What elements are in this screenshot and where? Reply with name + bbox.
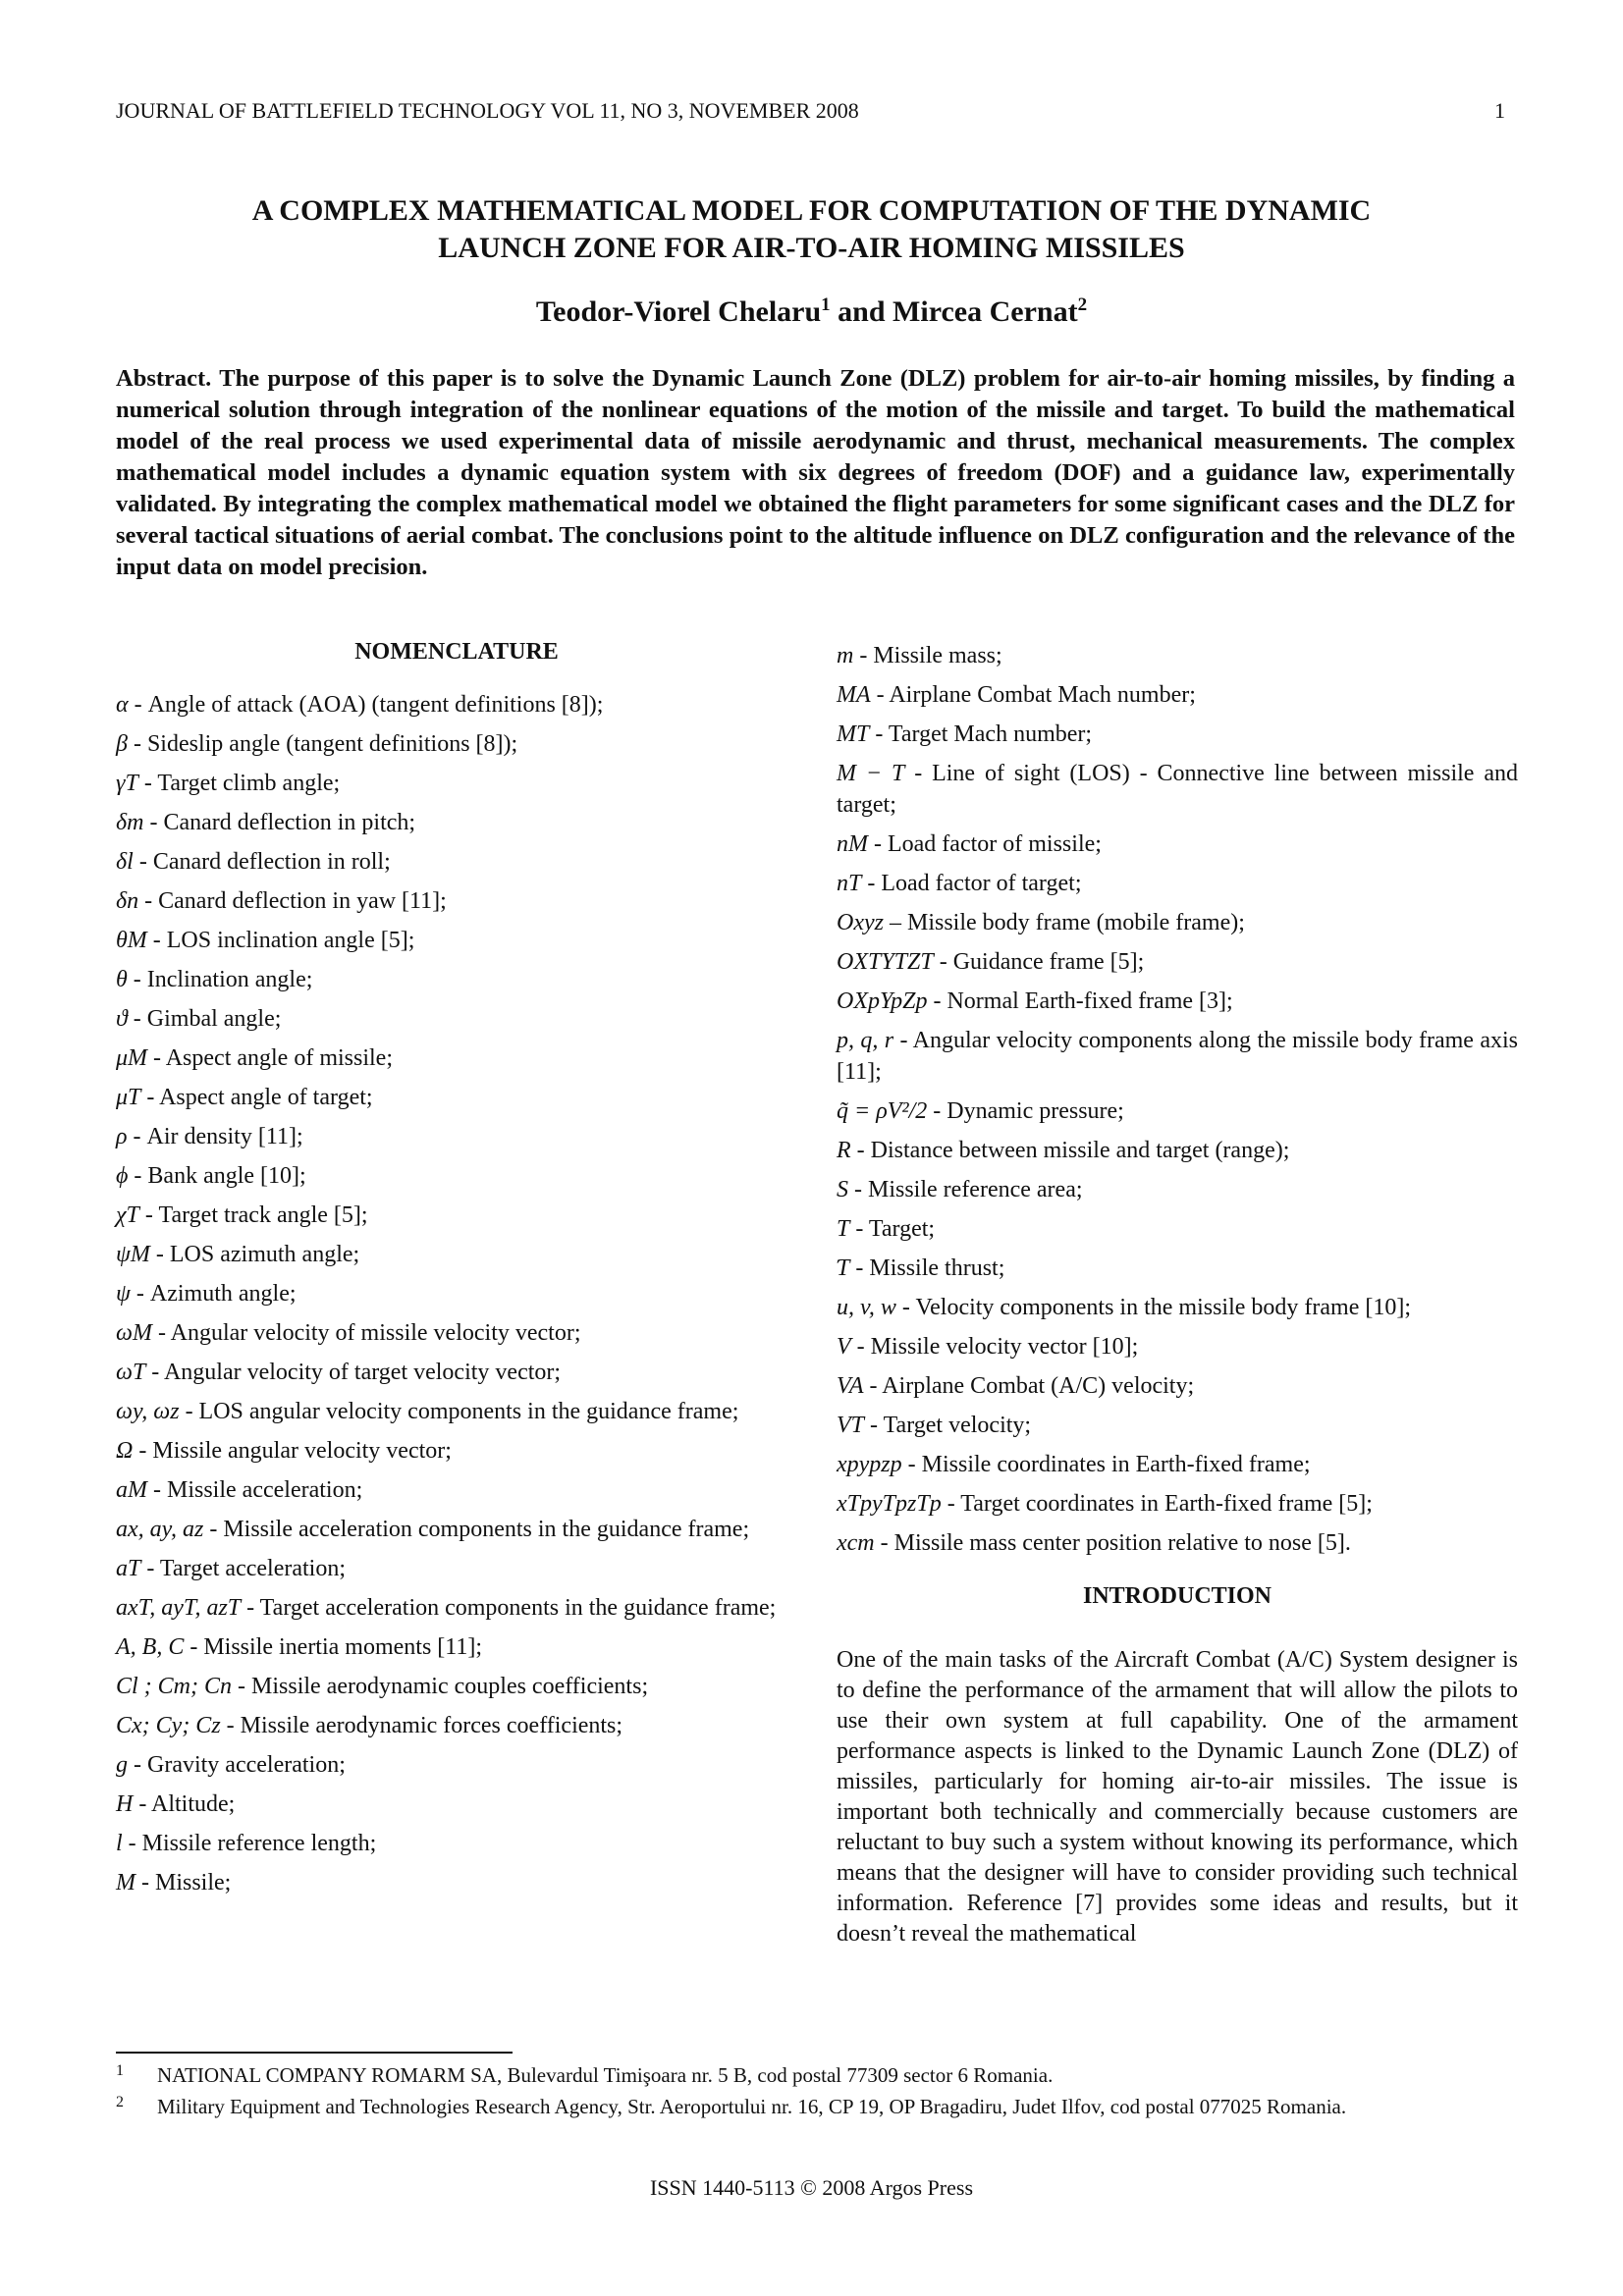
nomenclature-definition: - Gravity acceleration; xyxy=(128,1752,346,1778)
running-header xyxy=(116,98,1505,124)
nomenclature-item xyxy=(837,1449,1518,1480)
footnote-text: Military Equipment and Technologies Research Agency, Str. Aeroportului nr. 16, CP 19, OP Bragadiru, Judet Ilfov, cod postal 077025 Romania. xyxy=(157,2095,1347,2118)
nomenclature-heading: NOMENCLATURE xyxy=(354,639,559,665)
nomenclature-item xyxy=(837,868,1518,899)
nomenclature-symbol: R xyxy=(837,1138,851,1163)
nomenclature-definition: - LOS inclination angle [5]; xyxy=(146,928,415,953)
nomenclature-item xyxy=(837,640,1518,671)
nomenclature-definition: - Velocity components in the missile body frame [10]; xyxy=(895,1295,1412,1320)
nomenclature-definition: - Missile acceleration; xyxy=(147,1477,363,1503)
journal-name: JOURNAL OF BATTLEFIELD TECHNOLOGY VOL 11, NO 3, NOVEMBER 2008 xyxy=(116,98,859,123)
nomenclature-symbol: ψM xyxy=(116,1242,150,1267)
nomenclature-symbol: axT, ayT, azT xyxy=(116,1595,242,1621)
nomenclature-symbol: MT xyxy=(837,721,870,747)
nomenclature-definition: - Aspect angle of target; xyxy=(140,1085,373,1110)
right-column xyxy=(837,640,1518,1949)
left-column xyxy=(116,636,797,1906)
footnotes xyxy=(116,2061,1495,2124)
nomenclature-symbol: Oxyz xyxy=(837,910,884,935)
nomenclature-symbol: V xyxy=(837,1334,851,1360)
nomenclature-definition: - Target velocity; xyxy=(864,1413,1032,1438)
nomenclature-item xyxy=(837,907,1518,938)
nomenclature-symbol: ψ xyxy=(116,1281,131,1307)
nomenclature-symbol: γT xyxy=(116,771,138,796)
nomenclature-symbol: nM xyxy=(837,831,868,857)
nomenclature-symbol: δn xyxy=(116,888,139,914)
nomenclature-symbol: H xyxy=(116,1791,134,1817)
nomenclature-definition: - Angular velocity of target velocity vector; xyxy=(145,1360,562,1385)
nomenclature-item xyxy=(116,1396,797,1427)
abstract: Abstract. The purpose of this paper is to solve the Dynamic Launch Zone (DLZ) problem for air-to-air homing missiles, by finding a numerical solution through integration of the nonlinear equations of the motion of the missile and target. To build the mathematical model of the real process we used experimental data of missile aerodynamic and thrust, mechanical measurements. The complex mathematical model includes a dynamic equation system with six degrees of freedom (DOF) and a guidance law, experimentally validated. By integrating the complex mathematical model we obtained the flight parameters for some significant cases and the DLZ for several tactical situations of aerial combat. The conclusions point to the altitude influence on DLZ configuration and the relevance of the input data on model precision. xyxy=(116,365,1515,580)
paper-title xyxy=(137,192,1486,267)
nomenclature-definition: - Canard deflection in pitch; xyxy=(143,810,416,835)
nomenclature-symbol: S xyxy=(837,1177,848,1202)
nomenclature-definition: - Missile reference length; xyxy=(122,1831,377,1856)
nomenclature-definition: - Air density [11]; xyxy=(127,1124,303,1149)
nomenclature-definition: - Target climb angle; xyxy=(137,771,341,796)
nomenclature-definition: - Missile mass center position relative to nose [5]. xyxy=(874,1530,1351,1556)
nomenclature-definition: - Sideslip angle (tangent definitions [8]); xyxy=(127,731,518,757)
nomenclature-item xyxy=(116,1357,797,1388)
nomenclature-symbol: MA xyxy=(837,682,871,708)
nomenclature-item xyxy=(116,1082,797,1113)
nomenclature-item xyxy=(116,1592,797,1624)
nomenclature-symbol: μM xyxy=(116,1045,148,1071)
nomenclature-definition: - Airplane Combat (A/C) velocity; xyxy=(863,1373,1195,1399)
nomenclature-definition: - Load factor of target; xyxy=(861,871,1082,896)
nomenclature-item xyxy=(116,1160,797,1192)
nomenclature-item xyxy=(116,768,797,799)
nomenclature-item xyxy=(116,1671,797,1702)
nomenclature-definition: - Inclination angle; xyxy=(127,967,313,992)
nomenclature-item xyxy=(837,1410,1518,1441)
nomenclature-item xyxy=(837,758,1518,821)
nomenclature-item xyxy=(837,1095,1518,1127)
nomenclature-item xyxy=(116,1631,797,1663)
nomenclature-definition: - LOS angular velocity components in the guidance frame; xyxy=(179,1399,739,1424)
nomenclature-symbol: Ω xyxy=(116,1438,134,1464)
nomenclature-item xyxy=(116,807,797,838)
nomenclature-definition: - Missile angular velocity vector; xyxy=(133,1438,452,1464)
nomenclature-symbol: aT xyxy=(116,1556,141,1581)
title-line-1: A COMPLEX MATHEMATICAL MODEL FOR COMPUTATION OF THE DYNAMIC xyxy=(251,194,1372,227)
nomenclature-item xyxy=(116,1042,797,1074)
page-number: 1 xyxy=(1494,98,1505,123)
nomenclature-item xyxy=(116,1514,797,1545)
nomenclature-item xyxy=(837,1527,1518,1559)
nomenclature-symbol: Cl ; Cm; Cn xyxy=(116,1674,233,1699)
footnote xyxy=(116,2061,1495,2089)
nomenclature-item xyxy=(116,1121,797,1152)
nomenclature-item xyxy=(116,964,797,995)
nomenclature-item xyxy=(116,846,797,878)
nomenclature-item xyxy=(116,1317,797,1349)
nomenclature-item xyxy=(116,1200,797,1231)
nomenclature-item xyxy=(116,1828,797,1859)
nomenclature-symbol: ϕ xyxy=(116,1163,129,1189)
nomenclature-definition: - Missile acceleration components in the guidance frame; xyxy=(203,1517,750,1542)
nomenclature-symbol: m xyxy=(837,643,854,668)
nomenclature-item xyxy=(837,1292,1518,1323)
nomenclature-symbol: χT xyxy=(116,1202,139,1228)
nomenclature-symbol: OXTYTZT xyxy=(837,949,934,975)
nomenclature-definition: - Missile aerodynamic forces coefficients; xyxy=(220,1713,623,1738)
nomenclature-definition: - Airplane Combat Mach number; xyxy=(870,682,1196,708)
nomenclature-definition: - Missile coordinates in Earth-fixed frame; xyxy=(901,1452,1311,1477)
nomenclature-symbol: β xyxy=(116,731,128,757)
introduction-text: One of the main tasks of the Aircraft Combat (A/C) System designer is to define the performance of the armament that will allow the pilots to use their own system at full capability. One of the armament performance aspects is linked to the Dynamic Launch Zone (DLZ) of missiles, particularly for homing air-to-air missiles. The issue is important both technically and commercially because customers are reluctant to buy such a system without knowing its performance, which means that the designer will have to consider providing such technical information. Reference [7] provides some ideas and results, but it doesn’t reveal the mathematical xyxy=(837,1647,1518,1947)
nomenclature-definition: - Missile reference area; xyxy=(848,1177,1083,1202)
nomenclature-item xyxy=(116,1435,797,1467)
nomenclature-item xyxy=(837,986,1518,1017)
nomenclature-definition: - Bank angle [10]; xyxy=(128,1163,306,1189)
nomenclature-symbol: p, q, r xyxy=(837,1028,894,1053)
nomenclature-definition: - Load factor of missile; xyxy=(868,831,1102,857)
nomenclature-definition: – Missile body frame (mobile frame); xyxy=(883,910,1245,935)
nomenclature-item xyxy=(837,719,1518,750)
nomenclature-definition: - Normal Earth-fixed frame [3]; xyxy=(927,988,1233,1014)
nomenclature-symbol: Ƭ xyxy=(837,1255,850,1281)
nomenclature-definition: - Angular velocity of missile velocity vector; xyxy=(151,1320,581,1346)
nomenclature-definition: - Missile; xyxy=(135,1870,232,1896)
nomenclature-definition: - Dynamic pressure; xyxy=(927,1098,1124,1124)
nomenclature-definition: - LOS azimuth angle; xyxy=(149,1242,360,1267)
nomenclature-symbol: A, B, C xyxy=(116,1634,185,1660)
nomenclature-symbol: δm xyxy=(116,810,144,835)
author-2: Mircea Cernat xyxy=(893,295,1078,328)
nomenclature-list-right xyxy=(837,640,1518,1559)
nomenclature-definition: - Target acceleration components in the guidance frame; xyxy=(241,1595,777,1621)
nomenclature-item xyxy=(837,1174,1518,1205)
nomenclature-symbol: α xyxy=(116,692,129,718)
nomenclature-symbol: ωM xyxy=(116,1320,152,1346)
nomenclature-item xyxy=(837,1025,1518,1088)
footnote-text: NATIONAL COMPANY ROMARM SA, Bulevardul Timişoara nr. 5 B, cod postal 77309 sector 6 Romania. xyxy=(157,2063,1054,2087)
nomenclature-definition: - Angular velocity components along the missile body frame axis [11]; xyxy=(837,1028,1518,1085)
nomenclature-item xyxy=(116,1749,797,1781)
nomenclature-item xyxy=(116,925,797,956)
nomenclature-definition: - Canard deflection in yaw [11]; xyxy=(138,888,447,914)
nomenclature-symbol: q̃ = ρV²/2 xyxy=(837,1098,928,1124)
nomenclature-item xyxy=(837,1488,1518,1520)
nomenclature-symbol: VA xyxy=(837,1373,864,1399)
nomenclature-definition: - Line of sight (LOS) - Connective line between missile and target; xyxy=(837,761,1518,818)
nomenclature-definition: - Target track angle [5]; xyxy=(138,1202,368,1228)
nomenclature-definition: - Target; xyxy=(849,1216,936,1242)
nomenclature-item xyxy=(837,946,1518,978)
nomenclature-item xyxy=(116,1710,797,1741)
nomenclature-symbol: l xyxy=(116,1831,123,1856)
nomenclature-definition: - Gimbal angle; xyxy=(127,1006,282,1032)
nomenclature-definition: - Altitude; xyxy=(133,1791,236,1817)
author-2-footnote-mark: 2 xyxy=(1077,294,1088,315)
nomenclature-symbol: OXpYpZp xyxy=(837,988,928,1014)
nomenclature-item xyxy=(116,1003,797,1035)
nomenclature-item xyxy=(116,1278,797,1309)
nomenclature-symbol: VT xyxy=(837,1413,865,1438)
nomenclature-symbol: xcm xyxy=(837,1530,875,1556)
issn-footer: ISSN 1440-5113 © 2008 Argos Press xyxy=(649,2175,974,2200)
author-line xyxy=(0,294,1623,329)
nomenclature-item xyxy=(837,828,1518,860)
nomenclature-item xyxy=(116,728,797,760)
nomenclature-definition: - Angle of attack (AOA) (tangent definitions [8]); xyxy=(128,692,604,718)
nomenclature-symbol: ωy, ωz xyxy=(116,1399,180,1424)
author-conjunction: and xyxy=(830,295,893,328)
nomenclature-item xyxy=(116,885,797,917)
author-1: Teodor-Viorel Chelaru xyxy=(535,295,822,328)
nomenclature-symbol: μT xyxy=(116,1085,141,1110)
nomenclature-symbol: θ xyxy=(116,967,128,992)
nomenclature-symbol: u, v, w xyxy=(837,1295,896,1320)
nomenclature-definition: - Missile mass; xyxy=(853,643,1002,668)
nomenclature-item xyxy=(116,1474,797,1506)
nomenclature-symbol: g xyxy=(116,1752,128,1778)
nomenclature-symbol: xTpyTpzTp xyxy=(837,1491,942,1517)
nomenclature-item xyxy=(837,1331,1518,1362)
nomenclature-item xyxy=(116,1553,797,1584)
nomenclature-item xyxy=(116,1239,797,1270)
nomenclature-definition: - Target acceleration; xyxy=(140,1556,347,1581)
nomenclature-symbol: nT xyxy=(837,871,862,896)
nomenclature-symbol: xpypzp xyxy=(837,1452,902,1477)
nomenclature-definition: - Guidance frame [5]; xyxy=(933,949,1145,975)
title-line-2: LAUNCH ZONE FOR AIR-TO-AIR HOMING MISSILES xyxy=(438,232,1185,264)
nomenclature-definition: - Missile thrust; xyxy=(849,1255,1005,1281)
footnote-mark: 1 xyxy=(116,2062,124,2079)
nomenclature-symbol: ax, ay, az xyxy=(116,1517,204,1542)
nomenclature-symbol: ωT xyxy=(116,1360,146,1385)
footnote xyxy=(116,2093,1495,2120)
nomenclature-definition: - Target coordinates in Earth-fixed frame [5]; xyxy=(941,1491,1373,1517)
nomenclature-item xyxy=(837,1135,1518,1166)
nomenclature-symbol: aM xyxy=(116,1477,147,1503)
nomenclature-definition: - Canard deflection in roll; xyxy=(133,849,391,875)
nomenclature-item xyxy=(116,1789,797,1820)
nomenclature-symbol: ϑ xyxy=(116,1006,128,1032)
nomenclature-definition: - Missile velocity vector [10]; xyxy=(850,1334,1139,1360)
nomenclature-definition: - Target Mach number; xyxy=(869,721,1093,747)
nomenclature-symbol: M xyxy=(116,1870,135,1896)
nomenclature-item xyxy=(116,689,797,721)
nomenclature-symbol: ρ xyxy=(116,1124,128,1149)
nomenclature-symbol: θM xyxy=(116,928,147,953)
nomenclature-item xyxy=(837,679,1518,711)
nomenclature-list-left xyxy=(116,689,797,1898)
nomenclature-item xyxy=(837,1370,1518,1402)
nomenclature-definition: - Aspect angle of missile; xyxy=(147,1045,393,1071)
nomenclature-symbol: Cx; Cy; Cz xyxy=(116,1713,221,1738)
author-1-footnote-mark: 1 xyxy=(821,294,831,315)
nomenclature-item xyxy=(116,1867,797,1898)
nomenclature-definition: - Missile aerodynamic couples coefficients; xyxy=(232,1674,649,1699)
nomenclature-definition: - Distance between missile and target (range); xyxy=(850,1138,1290,1163)
nomenclature-symbol: δl xyxy=(116,849,134,875)
footnote-separator xyxy=(116,2052,513,2054)
introduction-heading: INTRODUCTION xyxy=(1082,1583,1272,1609)
nomenclature-symbol: T xyxy=(837,1216,850,1242)
nomenclature-definition: - Azimuth angle; xyxy=(130,1281,297,1307)
nomenclature-symbol: M − T xyxy=(837,761,905,786)
nomenclature-item xyxy=(837,1213,1518,1245)
nomenclature-item xyxy=(837,1253,1518,1284)
nomenclature-definition: - Missile inertia moments [11]; xyxy=(184,1634,483,1660)
footnote-mark: 2 xyxy=(116,2094,124,2110)
